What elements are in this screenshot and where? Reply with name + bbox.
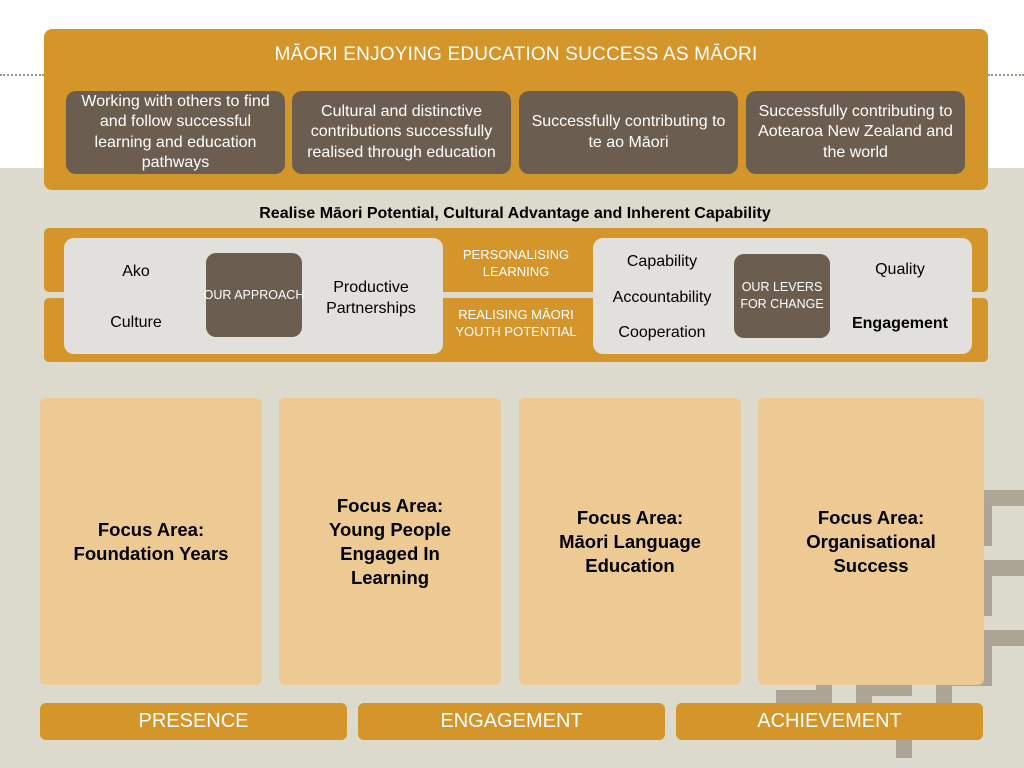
focus-area-maori-language <box>519 398 741 685</box>
approach-item-partnerships: Productive Partnerships <box>326 279 416 317</box>
focus-area-text: Focus Area: Organisational Success <box>806 506 936 576</box>
focus-area-foundation-years <box>40 398 262 685</box>
pillar-engagement <box>358 703 665 740</box>
vision-title: MĀORI ENJOYING EDUCATION SUCCESS AS MĀORI <box>274 44 758 65</box>
outcome-text: Working with others to find and follow successful learning and education pathways <box>81 92 270 171</box>
our-levers-box <box>734 254 830 338</box>
lever-cooperation: Cooperation <box>618 324 706 341</box>
dotted-divider-left <box>0 74 44 76</box>
outcome-box-te-ao-maori <box>519 91 738 174</box>
realising-potential-label: REALISING MĀORI YOUTH POTENTIAL <box>455 307 577 339</box>
lever-capability: Capability <box>626 253 698 270</box>
outcome-text: Successfully contributing to te ao Māori <box>531 113 726 151</box>
pillar-label: PRESENCE <box>138 710 249 732</box>
outcome-box-aotearoa <box>746 91 965 174</box>
lever-accountability: Accountability <box>612 289 712 306</box>
outcome-text: Successfully contributing to Aotearoa New Zealand and the world <box>758 102 953 161</box>
approach-item-ako: Ako <box>122 263 150 280</box>
our-levers-label: OUR LEVERS FOR CHANGE <box>740 280 824 311</box>
pillar-achievement <box>676 703 983 740</box>
focus-area-text: Focus Area: Foundation Years <box>73 518 229 564</box>
outcome-text: Cultural and distinctive contributions successfully realised through education <box>307 102 496 161</box>
focus-area-text: Focus Area: Young People Engaged In Learning <box>329 494 451 588</box>
focus-area-text: Focus Area: Māori Language Education <box>559 506 701 576</box>
focus-area-organisational-success <box>758 398 984 685</box>
lever-quality: Quality <box>875 261 925 278</box>
outcome-box-pathways <box>66 91 285 174</box>
approach-item-culture: Culture <box>110 314 162 331</box>
strategy-subtitle: Realise Māori Potential, Cultural Advantage and Inherent Capability <box>259 205 771 222</box>
our-approach-label: OUR APPROACH <box>203 287 305 302</box>
personalising-learning-label: PERSONALISING LEARNING <box>462 247 570 279</box>
pillar-presence <box>40 703 347 740</box>
lever-engagement: Engagement <box>851 315 948 332</box>
pillar-label: ACHIEVEMENT <box>757 710 902 732</box>
pillar-label: ENGAGEMENT <box>440 710 583 732</box>
our-approach-box <box>203 253 305 337</box>
outcome-box-contributions <box>292 91 511 174</box>
focus-area-young-people <box>279 398 501 685</box>
dotted-divider-right <box>988 74 1024 76</box>
